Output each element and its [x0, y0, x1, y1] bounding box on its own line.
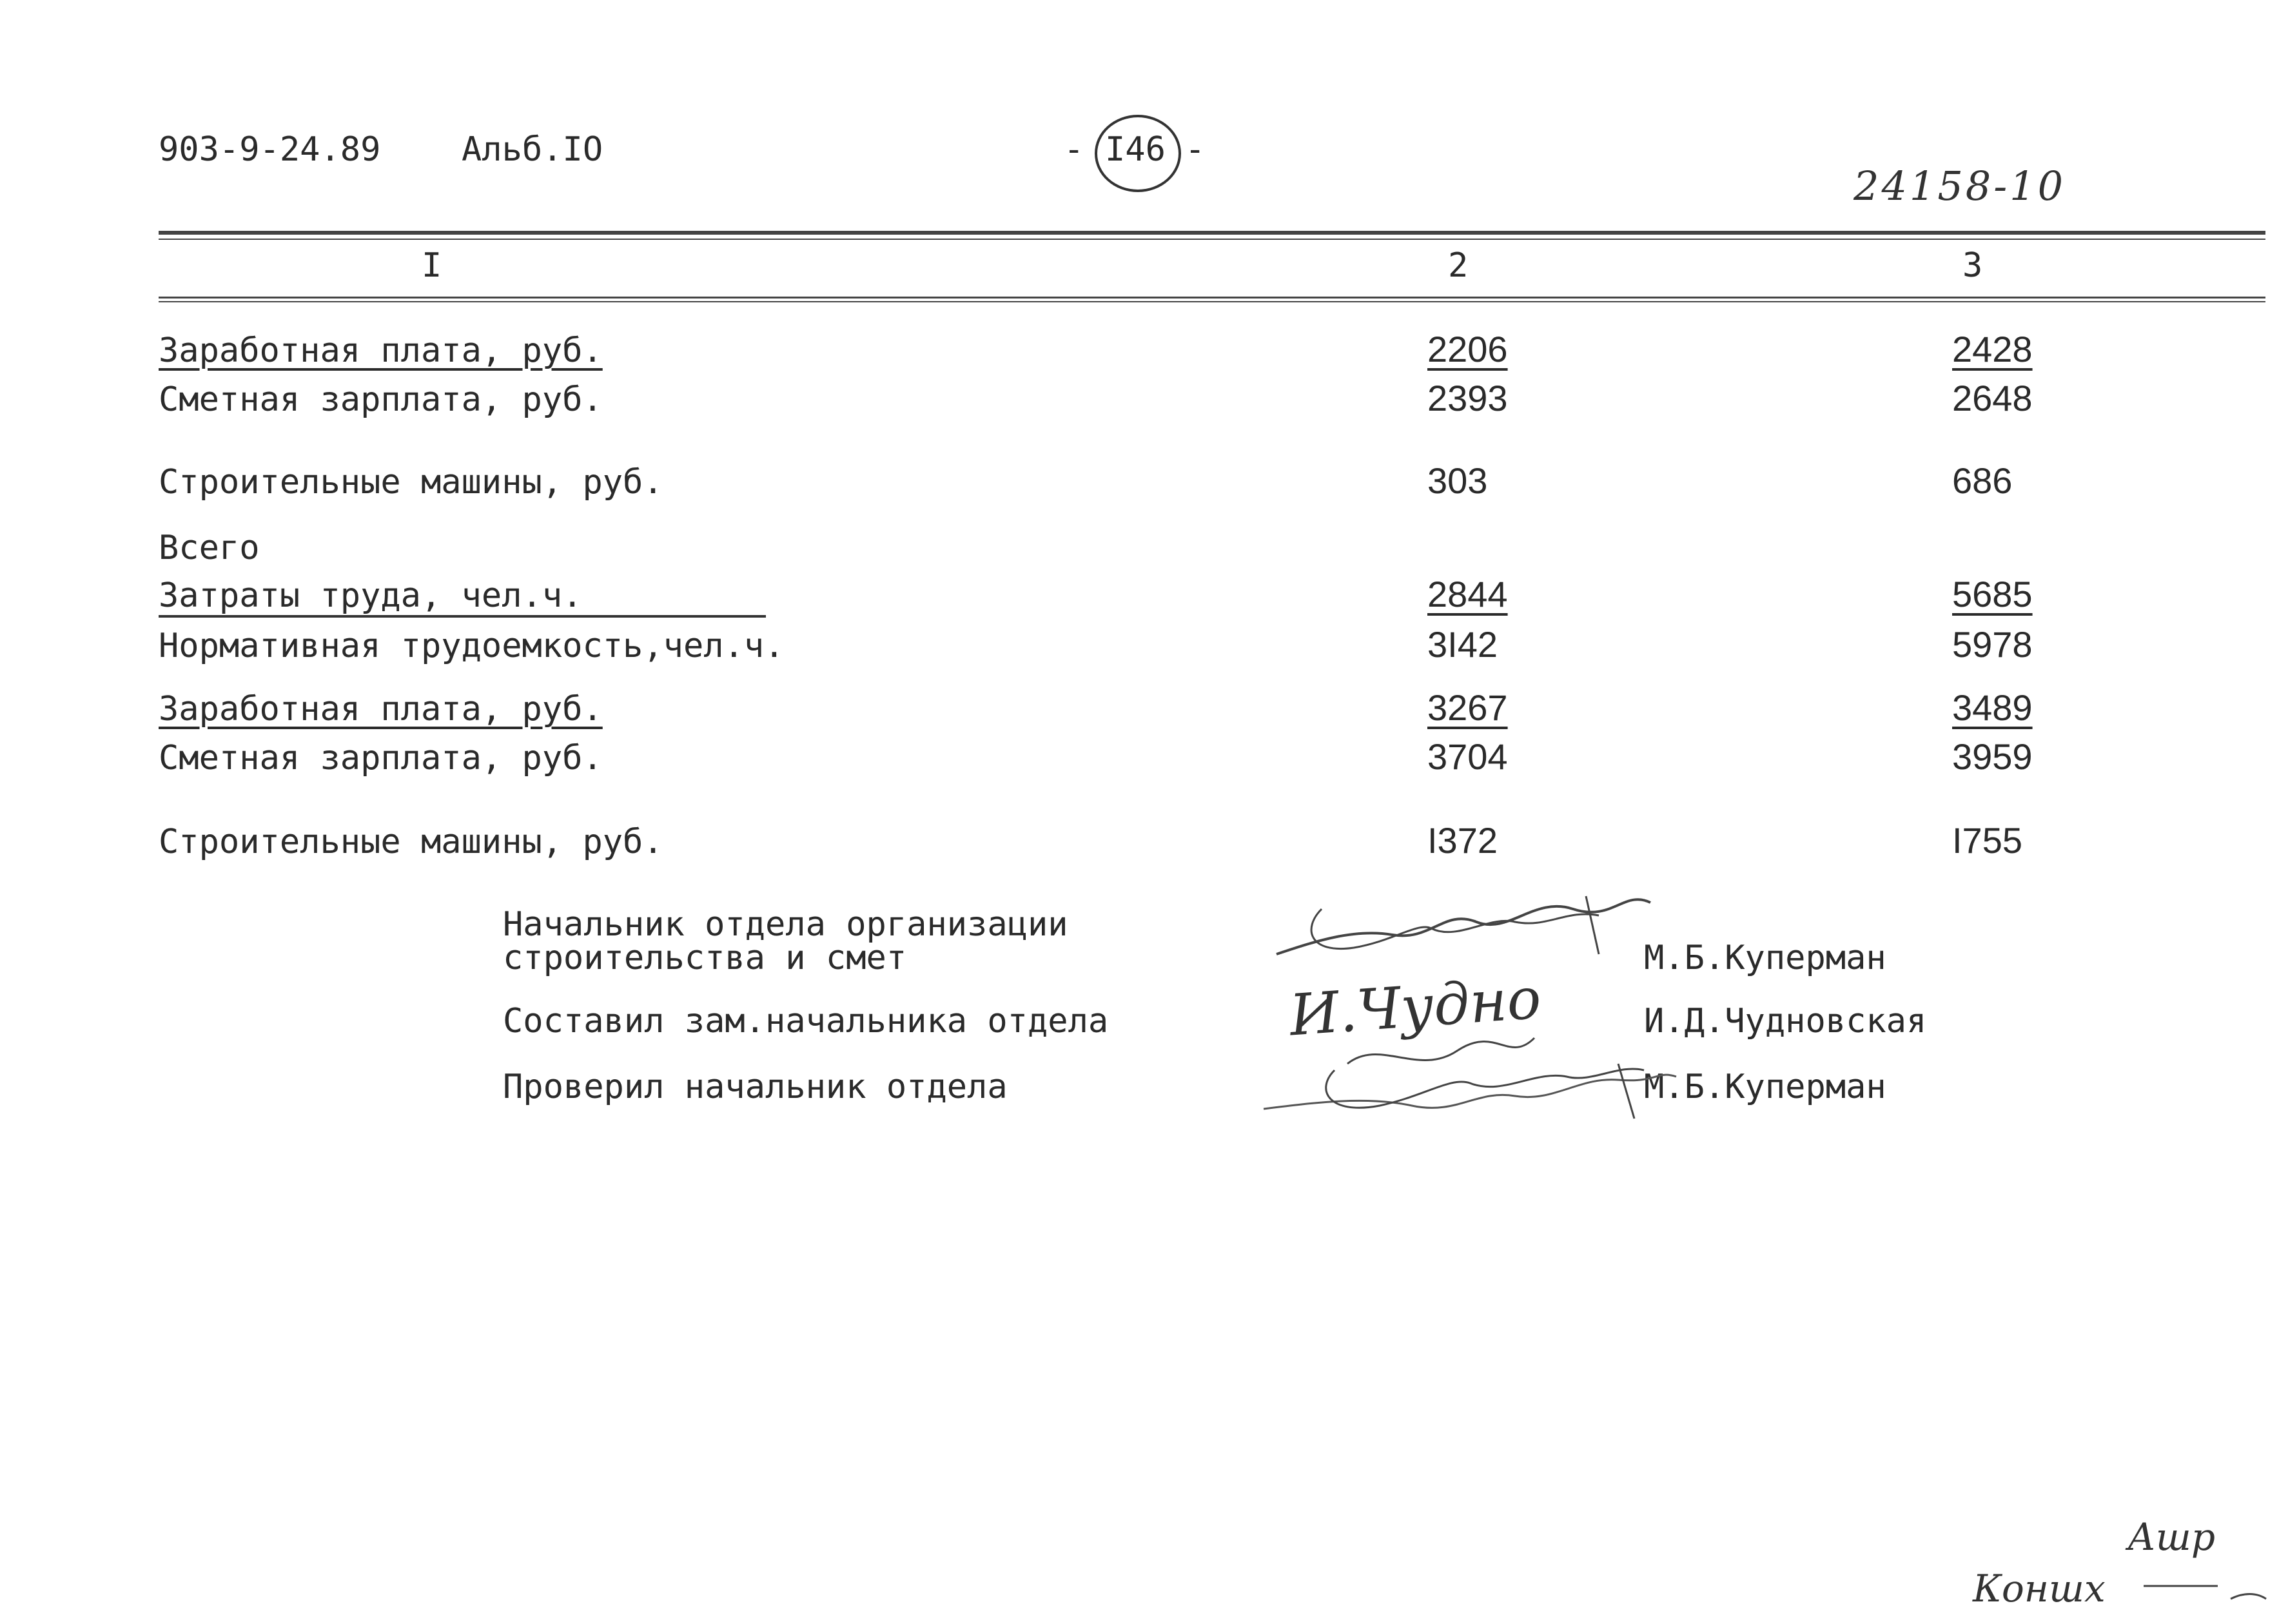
row-value-col2: 3I42 [1427, 624, 1498, 665]
row-label-standard-labor-intensity: Нормативная трудоемкость,чел.ч. [159, 627, 785, 665]
row-value-col3: 3959 [1952, 736, 2033, 777]
section-title-total: Всего [159, 529, 260, 567]
corner-note-line2: Коншх [1973, 1567, 2106, 1610]
row-value-col2: 2206 [1427, 329, 1508, 369]
signature-role-head-line1: Начальник отдела организации [503, 905, 1068, 944]
column-header-3: 3 [1962, 246, 1983, 285]
table-top-rule-thin [159, 239, 2265, 240]
row-label-labor-costs: Затраты труда, чел.ч. [159, 579, 766, 618]
signature-name-head: М.Б.Куперман [1644, 939, 1886, 977]
page-number-dash-right: - [1185, 130, 1206, 169]
row-value-col3: 686 [1952, 460, 2013, 501]
row-label-wages: Заработная плата, руб. [159, 331, 603, 370]
table-header-rule-thin [159, 301, 2265, 302]
column-header-2: 2 [1448, 246, 1469, 285]
row-label-estimated-wages-total: Сметная зарплата, руб. [159, 739, 603, 778]
corner-note-line1: Ашр [2127, 1515, 2215, 1559]
row-label-construction-machines: Строительные машины, руб. [159, 463, 663, 502]
row-value-col2: I372 [1427, 820, 1498, 861]
signature-handwriting-compiler: И.Чудно [1287, 964, 1543, 1049]
album-number: Альб.IO [462, 130, 603, 169]
signature-name-checker: М.Б.Куперман [1644, 1068, 1886, 1106]
row-value-col3: 3489 [1952, 687, 2033, 728]
row-label-estimated-wages: Сметная зарплата, руб. [159, 380, 603, 419]
column-header-1: I [422, 246, 442, 285]
row-value-col3: I755 [1952, 820, 2022, 861]
row-value-col2: 2393 [1427, 378, 1508, 418]
table-header-rule [159, 297, 2265, 298]
row-value-col3: 2648 [1952, 378, 2033, 418]
document-code: 903-9-24.89 [159, 130, 381, 169]
handwritten-document-number: 24158-10 [1854, 162, 2066, 210]
corner-note-stroke [2140, 1573, 2269, 1612]
row-value-col2: 3267 [1427, 687, 1508, 728]
signature-role-compiler: Составил зам.начальника отдела [503, 1002, 1109, 1041]
row-value-col3: 5978 [1952, 624, 2033, 665]
row-value-col3: 2428 [1952, 329, 2033, 369]
row-label-wages-total: Заработная плата, руб. [159, 690, 603, 729]
row-value-col2: 303 [1427, 460, 1488, 501]
row-value-col2: 2844 [1427, 574, 1508, 614]
page-number: I46 [1105, 130, 1166, 169]
signature-role-checker: Проверил начальник отдела [503, 1068, 1008, 1106]
signature-role-head-line2: строительства и смет [503, 939, 907, 977]
signature-name-compiler: И.Д.Чудновская [1644, 1002, 1927, 1041]
row-value-col2: 3704 [1427, 736, 1508, 777]
signature-scribble-checker [1257, 1044, 1683, 1128]
row-value-col3: 5685 [1952, 574, 2033, 614]
signature-scribble-head [1264, 883, 1663, 973]
page-number-dash-left: - [1064, 130, 1084, 169]
table-top-rule [159, 231, 2265, 235]
row-label-construction-machines-total: Строительные машины, руб. [159, 823, 663, 861]
